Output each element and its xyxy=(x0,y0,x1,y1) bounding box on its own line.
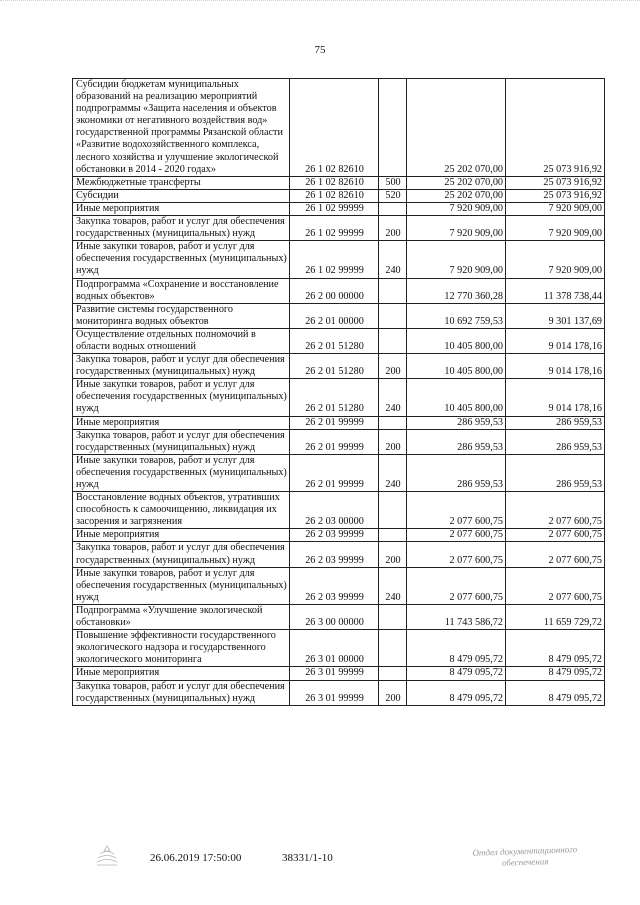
row-code-cell: 26 1 02 99999 xyxy=(290,241,379,278)
row-name-cell: Закупка товаров, работ и услуг для обеспечения государственных (муниципальных) нужд xyxy=(73,542,290,567)
table-row xyxy=(73,202,605,215)
row-amount-1-cell: 2 077 600,75 xyxy=(407,492,506,529)
row-code-cell: 26 1 02 82610 xyxy=(290,79,379,177)
table-row xyxy=(73,529,605,542)
row-type-cell xyxy=(379,328,407,353)
row-type-cell xyxy=(379,667,407,680)
row-amount-1-cell: 2 077 600,75 xyxy=(407,567,506,604)
row-amount-2-cell: 9 301 137,69 xyxy=(506,303,605,328)
row-name-cell: Закупка товаров, работ и услуг для обеспечения государственных (муниципальных) нужд xyxy=(73,216,290,241)
row-amount-2-cell: 2 077 600,75 xyxy=(506,567,605,604)
row-amount-2-cell: 2 077 600,75 xyxy=(506,492,605,529)
row-code-cell: 26 2 01 51280 xyxy=(290,328,379,353)
table-row xyxy=(73,303,605,328)
table-row xyxy=(73,667,605,680)
table-row xyxy=(73,542,605,567)
row-code-cell: 26 2 01 99999 xyxy=(290,429,379,454)
row-amount-2-cell: 25 073 916,92 xyxy=(506,176,605,189)
budget-table-body xyxy=(73,79,605,706)
row-type-cell: 240 xyxy=(379,379,407,416)
row-amount-1-cell: 2 077 600,75 xyxy=(407,542,506,567)
row-type-cell: 520 xyxy=(379,189,407,202)
row-type-cell: 200 xyxy=(379,354,407,379)
row-type-cell: 200 xyxy=(379,542,407,567)
row-name-cell: Субсидии бюджетам муниципальных образований на реализацию мероприятий подпрограммы «Защита населения и объектов экономики от негативного воздействия вод» государственной программы Рязанской области «Развитие водохозяйственного комплекса, лесного хозяйства и улучшение экологической обстановки в 2014 - 2020 годах» xyxy=(73,79,290,177)
row-code-cell: 26 2 03 99999 xyxy=(290,529,379,542)
row-code-cell: 26 2 03 00000 xyxy=(290,492,379,529)
row-name-cell: Субсидии xyxy=(73,189,290,202)
row-name-cell: Иные закупки товаров, работ и услуг для обеспечения государственных (муниципальных) нужд xyxy=(73,379,290,416)
row-code-cell: 26 2 01 00000 xyxy=(290,303,379,328)
row-code-cell: 26 3 00 00000 xyxy=(290,604,379,629)
row-amount-2-cell: 7 920 909,00 xyxy=(506,216,605,241)
row-code-cell: 26 2 00 00000 xyxy=(290,278,379,303)
row-code-cell: 26 2 01 99999 xyxy=(290,454,379,491)
row-code-cell: 26 2 03 99999 xyxy=(290,542,379,567)
row-name-cell: Иные мероприятия xyxy=(73,416,290,429)
row-amount-1-cell: 7 920 909,00 xyxy=(407,241,506,278)
row-amount-1-cell: 10 405 800,00 xyxy=(407,379,506,416)
row-amount-1-cell: 12 770 360,28 xyxy=(407,278,506,303)
row-amount-1-cell: 7 920 909,00 xyxy=(407,216,506,241)
row-name-cell: Межбюджетные трансферты xyxy=(73,176,290,189)
row-name-cell: Закупка товаров, работ и услуг для обеспечения государственных (муниципальных) нужд xyxy=(73,680,290,705)
row-name-cell: Иные мероприятия xyxy=(73,202,290,215)
row-amount-1-cell: 8 479 095,72 xyxy=(407,680,506,705)
row-name-cell: Повышение эффективности государственного экологического надзора и государственного экологического мониторинга xyxy=(73,630,290,667)
table-row xyxy=(73,567,605,604)
row-amount-1-cell: 10 405 800,00 xyxy=(407,328,506,353)
row-code-cell: 26 1 02 82610 xyxy=(290,176,379,189)
row-amount-2-cell: 7 920 909,00 xyxy=(506,241,605,278)
row-amount-2-cell: 8 479 095,72 xyxy=(506,667,605,680)
row-name-cell: Развитие системы государственного мониторинга водных объектов xyxy=(73,303,290,328)
row-amount-2-cell: 2 077 600,75 xyxy=(506,529,605,542)
row-amount-1-cell: 25 202 070,00 xyxy=(407,176,506,189)
row-type-cell xyxy=(379,79,407,177)
row-name-cell: Иные закупки товаров, работ и услуг для обеспечения государственных (муниципальных) нужд xyxy=(73,241,290,278)
row-code-cell: 26 3 01 99999 xyxy=(290,667,379,680)
page-edge-mark xyxy=(0,0,640,5)
row-amount-1-cell: 25 202 070,00 xyxy=(407,79,506,177)
row-amount-1-cell: 7 920 909,00 xyxy=(407,202,506,215)
row-code-cell: 26 1 02 99999 xyxy=(290,202,379,215)
row-name-cell: Восстановление водных объектов, утративших способность к самоочищению, ликвидация их засорения и загрязнения xyxy=(73,492,290,529)
row-type-cell xyxy=(379,492,407,529)
row-type-cell xyxy=(379,416,407,429)
row-amount-1-cell: 25 202 070,00 xyxy=(407,189,506,202)
table-row xyxy=(73,216,605,241)
row-amount-2-cell: 8 479 095,72 xyxy=(506,630,605,667)
table-row xyxy=(73,379,605,416)
row-amount-2-cell: 11 659 729,72 xyxy=(506,604,605,629)
emblem-icon xyxy=(94,844,120,871)
row-type-cell: 240 xyxy=(379,241,407,278)
row-type-cell: 240 xyxy=(379,567,407,604)
row-amount-2-cell: 11 378 738,44 xyxy=(506,278,605,303)
row-name-cell: Иные мероприятия xyxy=(73,667,290,680)
row-type-cell xyxy=(379,278,407,303)
table-row xyxy=(73,429,605,454)
footer-doc-number: 38331/1-10 xyxy=(282,852,333,864)
row-amount-2-cell: 286 959,53 xyxy=(506,454,605,491)
row-code-cell: 26 2 01 51280 xyxy=(290,354,379,379)
table-row xyxy=(73,176,605,189)
row-code-cell: 26 1 02 99999 xyxy=(290,216,379,241)
row-amount-2-cell: 8 479 095,72 xyxy=(506,680,605,705)
row-amount-2-cell: 286 959,53 xyxy=(506,429,605,454)
table-row xyxy=(73,241,605,278)
footer-datetime: 26.06.2019 17:50:00 xyxy=(150,852,242,864)
row-amount-2-cell: 286 959,53 xyxy=(506,416,605,429)
row-name-cell: Осуществление отдельных полномочий в области водных отношений xyxy=(73,328,290,353)
row-amount-1-cell: 8 479 095,72 xyxy=(407,667,506,680)
row-name-cell: Подпрограмма «Улучшение экологической обстановки» xyxy=(73,604,290,629)
row-amount-2-cell: 25 073 916,92 xyxy=(506,189,605,202)
row-amount-2-cell: 9 014 178,16 xyxy=(506,354,605,379)
table-row xyxy=(73,278,605,303)
row-type-cell: 500 xyxy=(379,176,407,189)
table-row xyxy=(73,354,605,379)
table-row xyxy=(73,79,605,177)
table-row xyxy=(73,604,605,629)
page-number: 75 xyxy=(314,44,326,56)
row-name-cell: Закупка товаров, работ и услуг для обеспечения государственных (муниципальных) нужд xyxy=(73,354,290,379)
row-amount-2-cell: 9 014 178,16 xyxy=(506,328,605,353)
row-type-cell: 200 xyxy=(379,429,407,454)
row-code-cell: 26 2 01 51280 xyxy=(290,379,379,416)
row-amount-1-cell: 286 959,53 xyxy=(407,416,506,429)
table-row xyxy=(73,416,605,429)
row-amount-1-cell: 286 959,53 xyxy=(407,454,506,491)
row-amount-1-cell: 286 959,53 xyxy=(407,429,506,454)
row-amount-2-cell: 25 073 916,92 xyxy=(506,79,605,177)
row-type-cell: 200 xyxy=(379,216,407,241)
budget-table xyxy=(72,78,605,706)
row-type-cell xyxy=(379,529,407,542)
row-code-cell: 26 1 02 82610 xyxy=(290,189,379,202)
row-amount-1-cell: 2 077 600,75 xyxy=(407,529,506,542)
table-row xyxy=(73,189,605,202)
row-name-cell: Иные мероприятия xyxy=(73,529,290,542)
row-amount-1-cell: 8 479 095,72 xyxy=(407,630,506,667)
row-type-cell xyxy=(379,630,407,667)
row-amount-2-cell: 9 014 178,16 xyxy=(506,379,605,416)
row-name-cell: Закупка товаров, работ и услуг для обеспечения государственных (муниципальных) нужд xyxy=(73,429,290,454)
row-name-cell: Подпрограмма «Сохранение и восстановление водных объектов» xyxy=(73,278,290,303)
row-code-cell: 26 2 03 99999 xyxy=(290,567,379,604)
table-row xyxy=(73,328,605,353)
row-code-cell: 26 3 01 99999 xyxy=(290,680,379,705)
row-type-cell xyxy=(379,202,407,215)
row-type-cell xyxy=(379,303,407,328)
row-amount-1-cell: 10 405 800,00 xyxy=(407,354,506,379)
row-amount-2-cell: 2 077 600,75 xyxy=(506,542,605,567)
table-row xyxy=(73,492,605,529)
row-type-cell: 200 xyxy=(379,680,407,705)
row-name-cell: Иные закупки товаров, работ и услуг для обеспечения государственных (муниципальных) нужд xyxy=(73,454,290,491)
row-amount-1-cell: 10 692 759,53 xyxy=(407,303,506,328)
row-type-cell: 240 xyxy=(379,454,407,491)
row-amount-2-cell: 7 920 909,00 xyxy=(506,202,605,215)
table-row xyxy=(73,454,605,491)
row-code-cell: 26 3 01 00000 xyxy=(290,630,379,667)
footer-stamp: Отдел документационного обеспечения xyxy=(472,844,578,868)
table-row xyxy=(73,630,605,667)
row-code-cell: 26 2 01 99999 xyxy=(290,416,379,429)
table-row xyxy=(73,680,605,705)
row-name-cell: Иные закупки товаров, работ и услуг для обеспечения государственных (муниципальных) нужд xyxy=(73,567,290,604)
row-type-cell xyxy=(379,604,407,629)
row-amount-1-cell: 11 743 586,72 xyxy=(407,604,506,629)
